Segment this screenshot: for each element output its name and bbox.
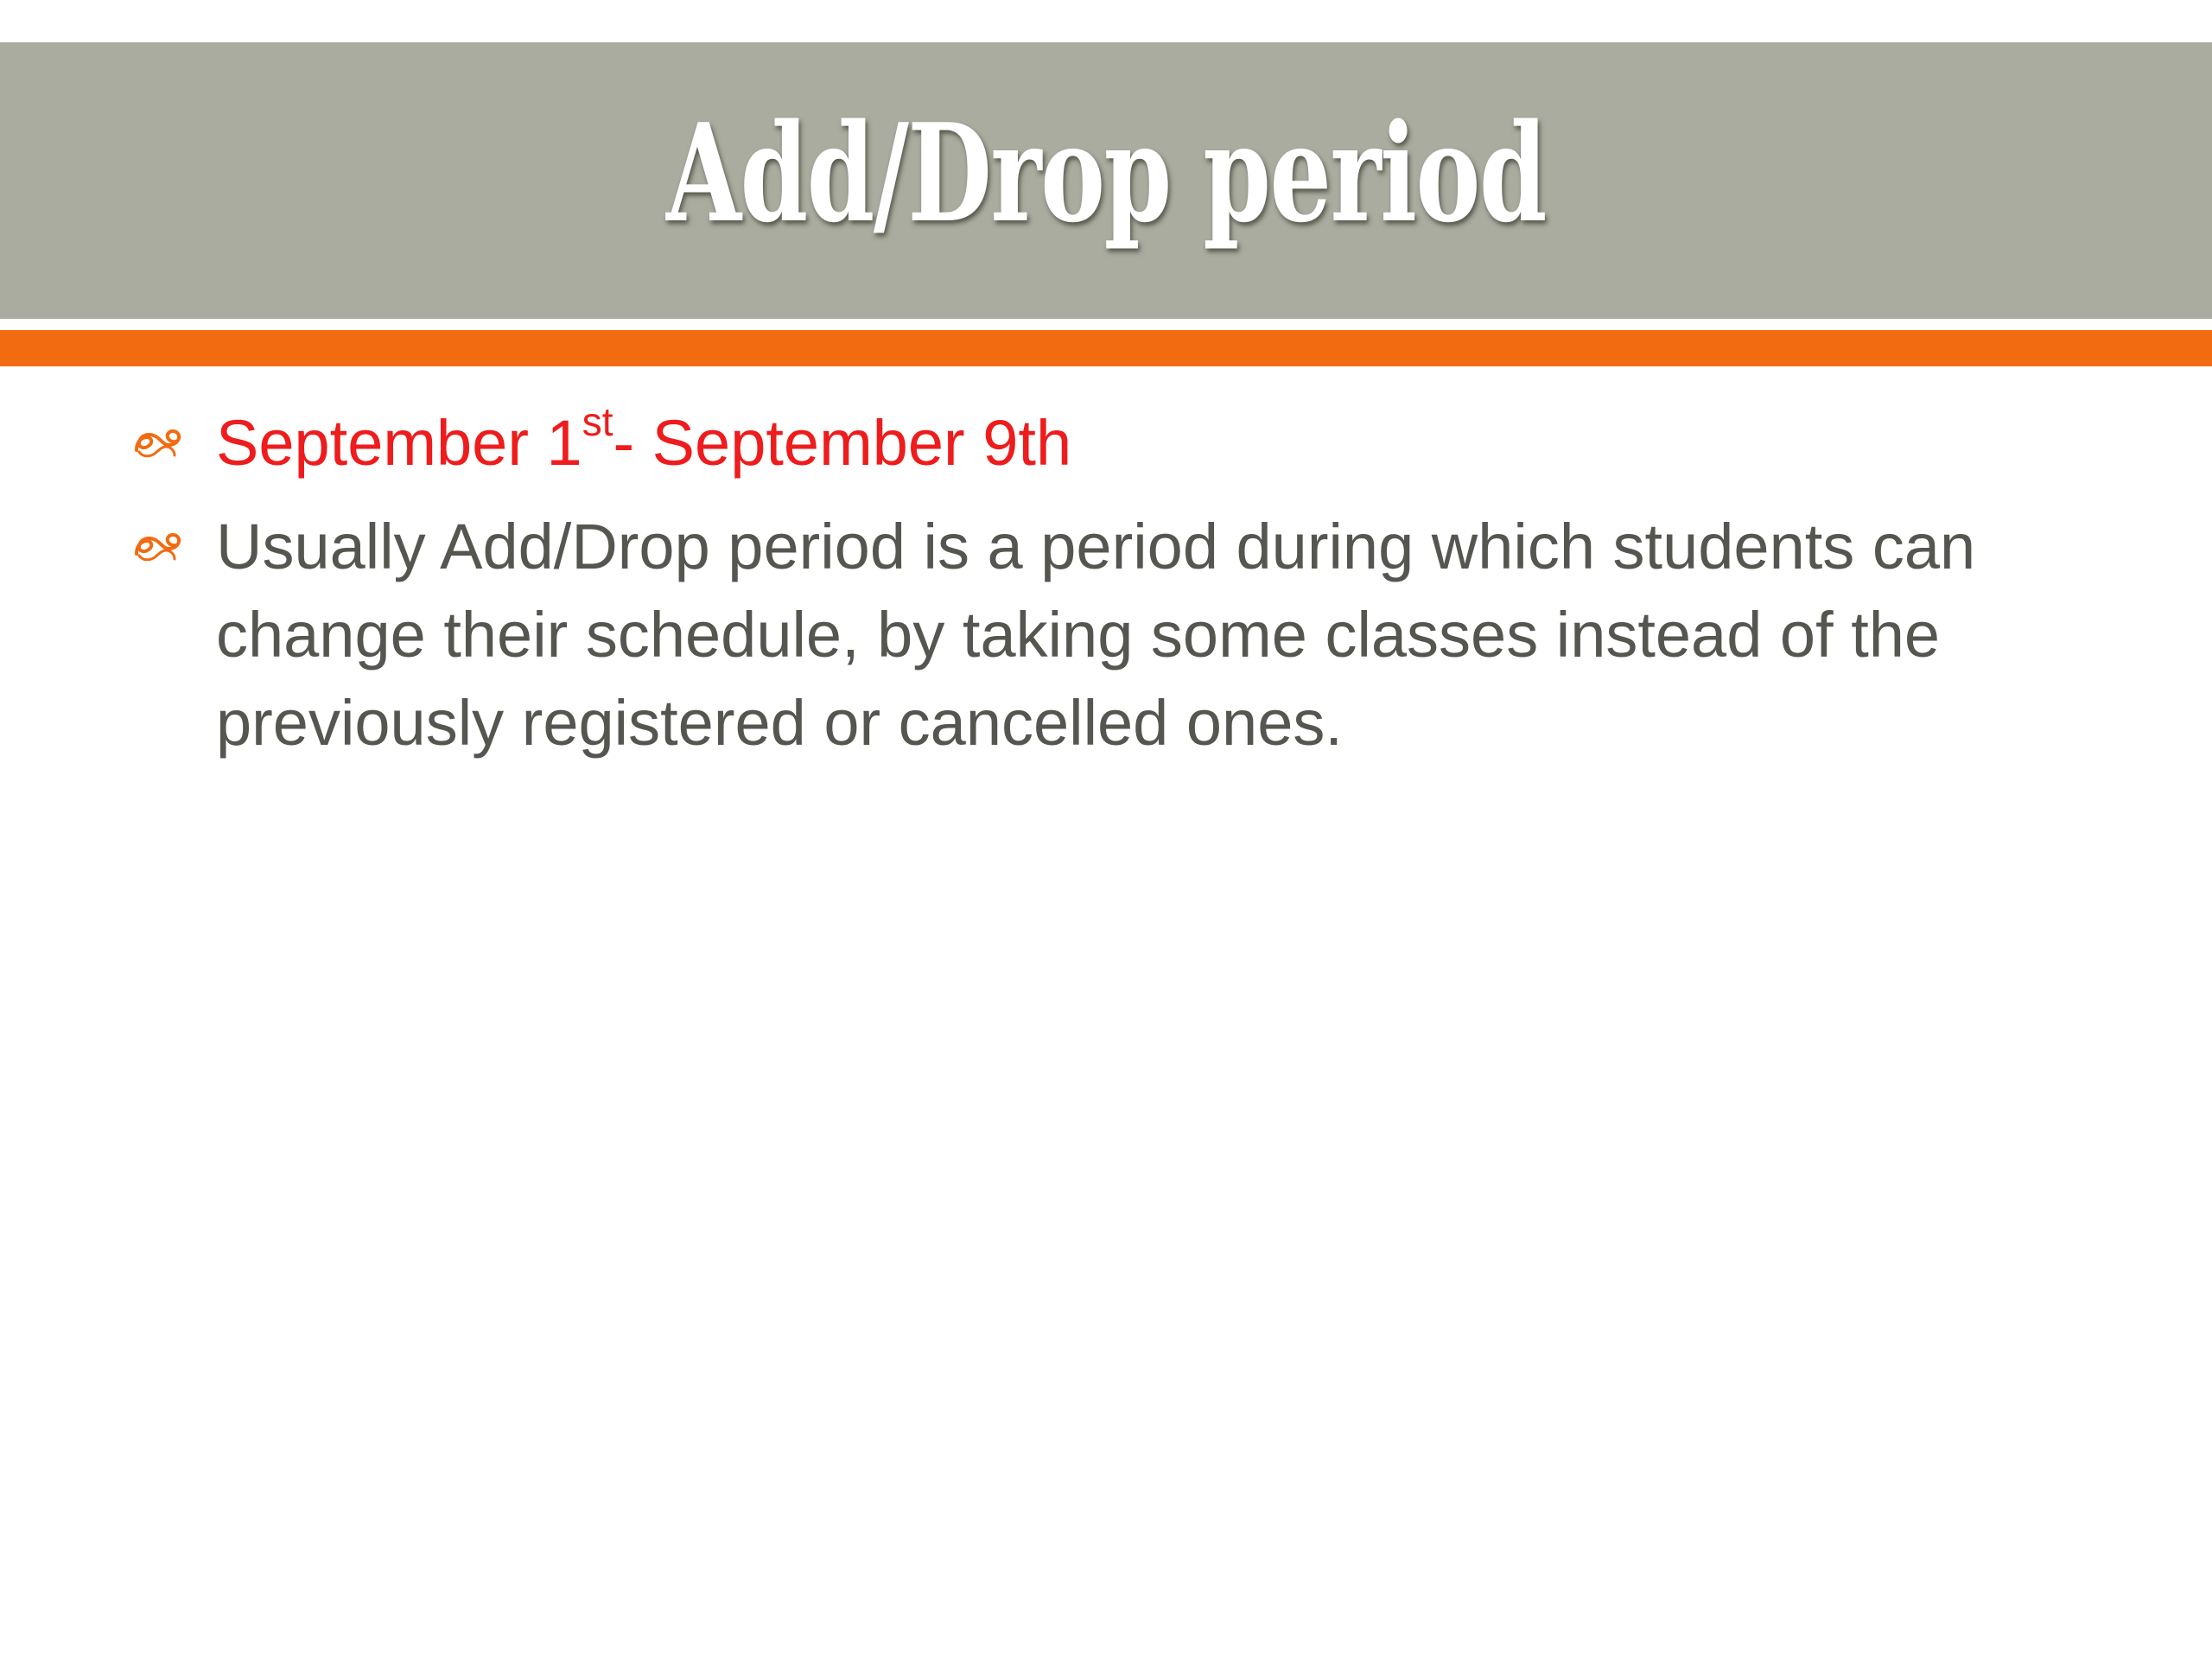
description-text: Usually Add/Drop period is a period during which students can change their schedule, by taking some classes instead of the previously registered or cancelled ones.: [216, 511, 1976, 759]
bullet-item-description: [130, 503, 2091, 767]
curl-bullet-icon: [131, 399, 185, 487]
date-range-text: [216, 399, 1072, 479]
title-band: [0, 42, 2212, 319]
curl-bullet-icon: [131, 503, 185, 591]
date-end: - September 9th: [613, 407, 1072, 479]
bullet-list: [130, 399, 2091, 783]
slide-title: Add/Drop period: [665, 94, 1547, 252]
date-start: September 1: [216, 407, 582, 479]
date-start-ordinal: st: [582, 399, 613, 444]
bullet-item-dates: [130, 399, 2091, 487]
accent-bar: [0, 330, 2212, 366]
